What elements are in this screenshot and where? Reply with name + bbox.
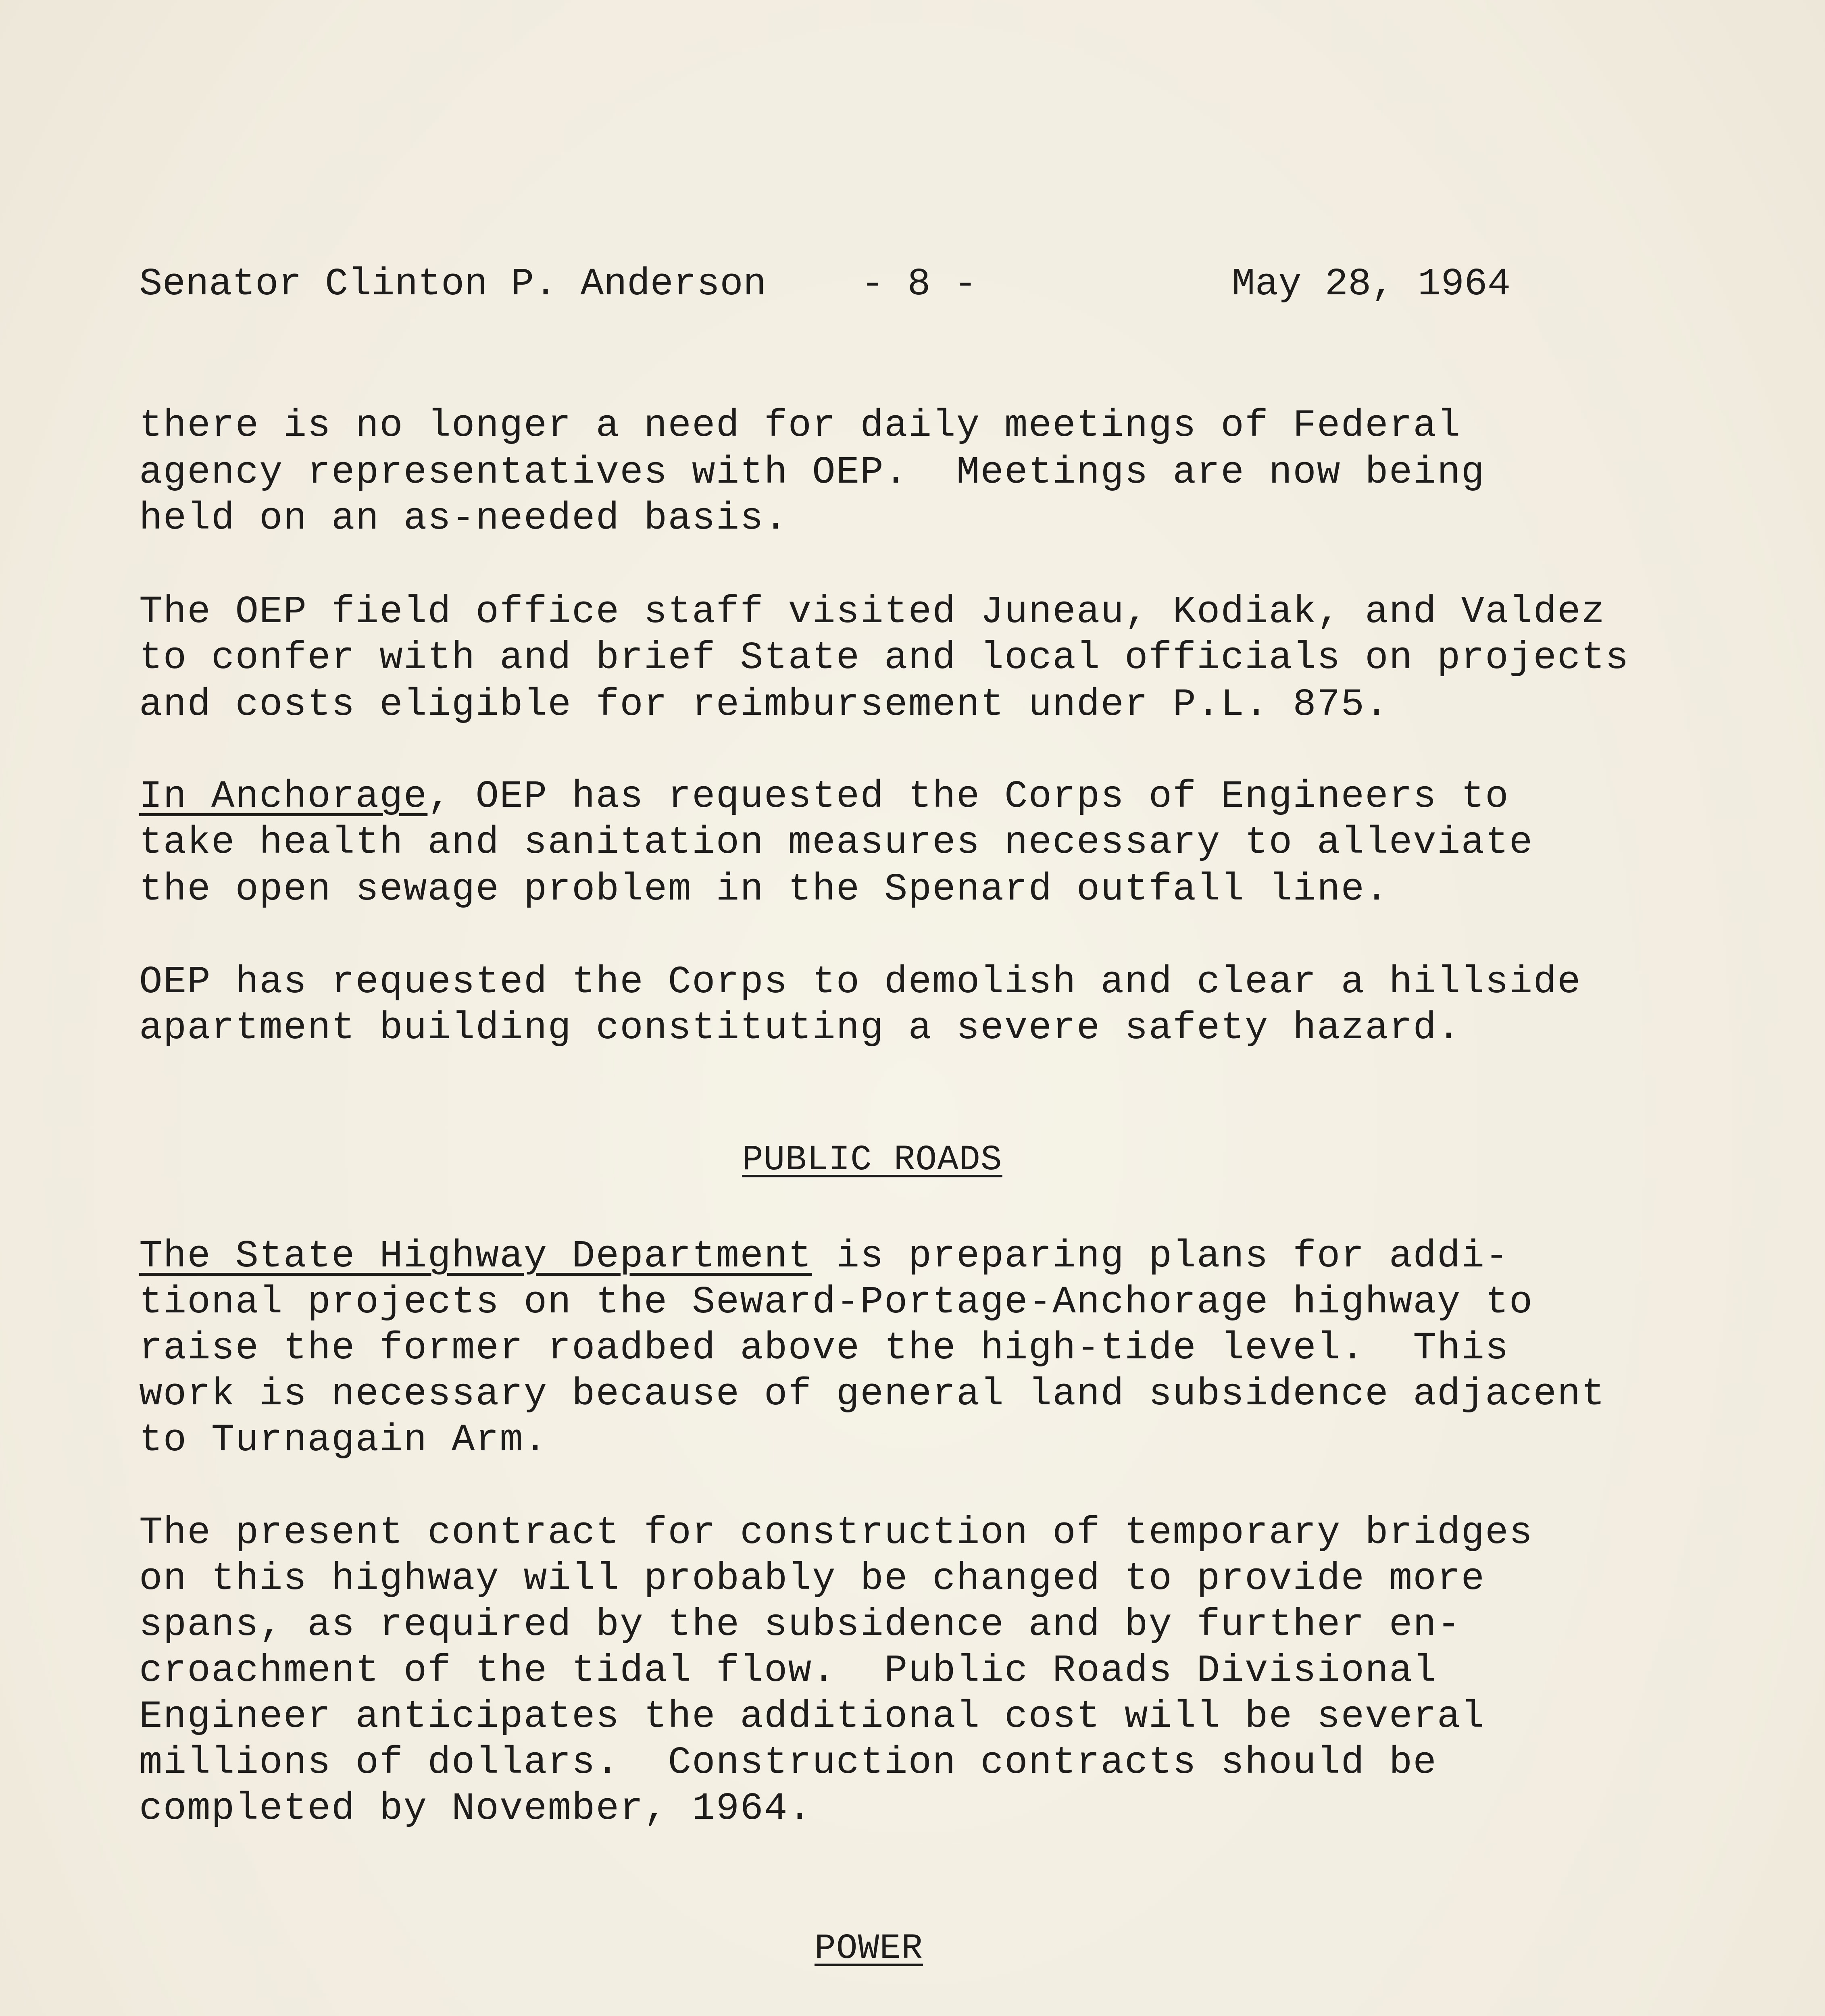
paragraph-4-line-1: OEP has requested the Corps to demolish and clear a hillside (139, 960, 1581, 1004)
paragraph-6-line-1: The present contract for construction of temporary bridges (139, 1511, 1533, 1555)
paragraph-6-line-7: completed by November, 1964. (139, 1787, 812, 1831)
header-page-number: - 8 - (861, 262, 977, 306)
paragraph-6-line-4: croachment of the tidal flow. Public Roads Divisional (139, 1649, 1437, 1693)
power-heading: POWER (815, 1929, 923, 1969)
paragraph-3-line-2: take health and sanitation measures necessary to alleviate (139, 821, 1533, 864)
paragraph-5-line-2: tional projects on the Seward-Portage-Anchorage highway to (139, 1280, 1533, 1324)
public-roads-heading: PUBLIC ROADS (742, 1140, 1002, 1180)
paragraph-5-line-5: to Turnagain Arm. (139, 1418, 548, 1462)
paragraph-3-line-1: In Anchorage, OEP has requested the Corps of Engineers to (139, 775, 1509, 818)
paragraph-1-line-1: there is no longer a need for daily meetings of Federal (139, 404, 1461, 448)
paragraph-2-line-2: to confer with and brief State and local officials on projects (139, 636, 1629, 680)
paragraph-5-line-1: The State Highway Department is preparing plans for addi- (139, 1234, 1509, 1278)
highway-department-lead: The State Highway Department (139, 1234, 812, 1278)
paragraph-6-line-5: Engineer anticipates the additional cost will be several (139, 1695, 1485, 1739)
anchorage-lead: In Anchorage (139, 775, 428, 818)
paragraph-2-line-3: and costs eligible for reimbursement under P.L. 875. (139, 683, 1389, 727)
page-header (139, 262, 1530, 306)
paragraph-3-line-3: the open sewage problem in the Spenard outfall line. (139, 867, 1389, 911)
paragraph-6-line-2: on this highway will probably be changed to provide more (139, 1557, 1485, 1601)
header-addressee: Senator Clinton P. Anderson (139, 262, 767, 306)
paragraph-5-line-4: work is necessary because of general land subsidence adjacent (139, 1372, 1606, 1416)
paragraph-1-line-3: held on an as-needed basis. (139, 496, 788, 540)
header-date: May 28, 1964 (1232, 262, 1511, 306)
paragraph-6-line-3: spans, as required by the subsidence and by further en- (139, 1603, 1461, 1647)
paragraph-1-line-2: agency representatives with OEP. Meetings are now being (139, 450, 1485, 494)
paragraph-4-line-2: apartment building constituting a severe safety hazard. (139, 1006, 1461, 1050)
paragraph-2-line-1: The OEP field office staff visited Juneau, Kodiak, and Valdez (139, 590, 1606, 634)
paragraph-6-line-6: millions of dollars. Construction contracts should be (139, 1741, 1437, 1785)
paragraph-5-line-3: raise the former roadbed above the high-tide level. This (139, 1326, 1509, 1370)
